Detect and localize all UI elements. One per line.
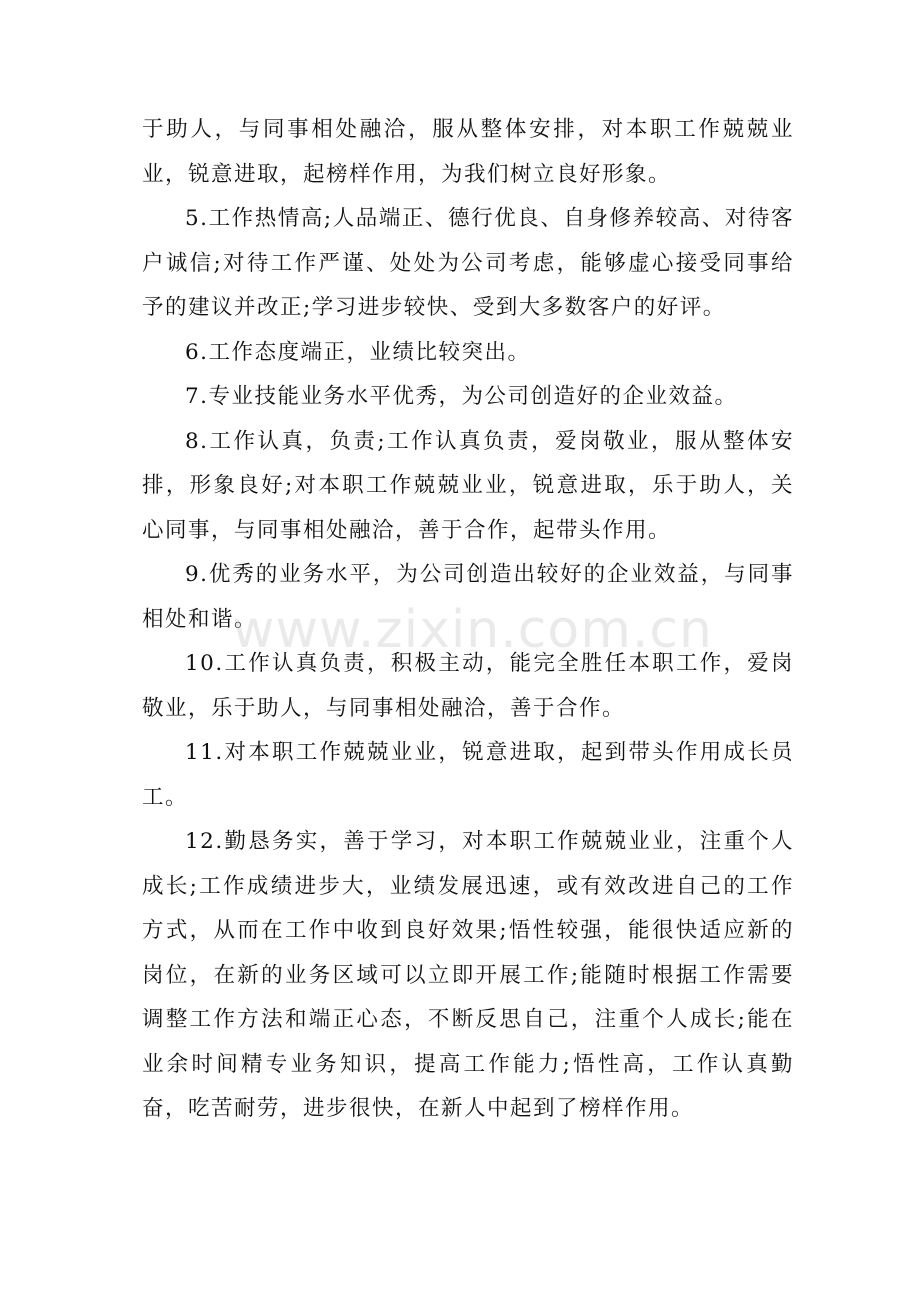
watermark: www.zixin.com.cn bbox=[232, 600, 713, 660]
paragraph-item-10: 10.工作认真负责，积极主动，能完全胜任本职工作，爱岗敬业，乐于助人，与同事相处融洽，善于合作。 bbox=[142, 651, 794, 721]
paragraph-item-5: 5.工作热情高;人品端正、德行优良、自身修养较高、对待客户诚信;对待工作严谨、处处为公司考虑，能够虚心接受同事给予的建议并改正;学习进步较快、受到大多数客户的好评。 bbox=[142, 206, 794, 320]
paragraph-item-9: 9.优秀的业务水平，为公司创造出较好的企业效益，与同事相处和谐。 bbox=[142, 562, 794, 632]
paragraph-item-6: 6.工作态度端正，业绩比较突出。 bbox=[185, 339, 531, 365]
paragraph-item-8: 8.工作认真，负责;工作认真负责，爱岗敬业，服从整体安排，形象良好;对本职工作兢兢业业，锐意进取，乐于助人，关心同事，与同事相处融洽，善于合作，起带头作用。 bbox=[142, 428, 794, 543]
paragraph-continuation: 于助人，与同事相处融洽，服从整体安排，对本职工作兢兢业业，锐意进取，起榜样作用，为我们树立良好形象。 bbox=[142, 117, 794, 187]
paragraph-item-7: 7.专业技能业务水平优秀，为公司创造好的企业效益。 bbox=[185, 384, 738, 409]
paragraph-item-12: 12.勤恳务实，善于学习，对本职工作兢兢业业，注重个人成长;工作成绩进步大，业绩发展迅速，或有效改进自己的工作方式，从而在工作中收到良好效果;悟性较强，能很快适应新的岗位，在新的业务区域可以立即开展工作;能随时根据工作需要调整工作方法和端正心态，不断反思自己，注重个人成长;能在业余时间精专业务知识，提高工作能力;悟性高，工作认真勤奋，吃苦耐劳，进步很快，在新人中起到了榜样作用。 bbox=[142, 829, 794, 1121]
document-body bbox=[142, 108, 794, 1132]
paragraph-item-11: 11.对本职工作兢兢业业，锐意进取，起到带头作用成长员工。 bbox=[142, 740, 794, 810]
